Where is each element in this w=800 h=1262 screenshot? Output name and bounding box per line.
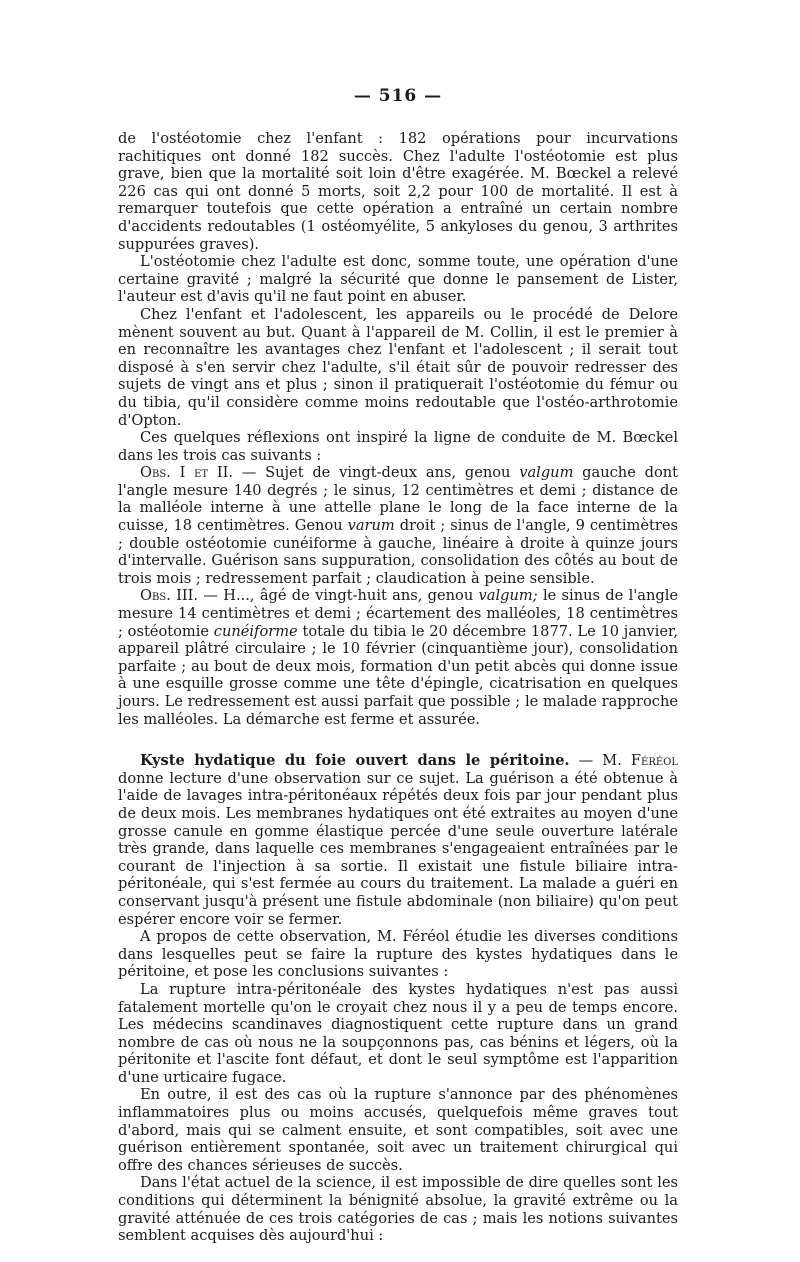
observation-text: le sinus de l'angle mesure 14 centimètres et demi ; écartement des malléoles, 18 centimètres ; ostéotomie bbox=[118, 587, 679, 640]
observation-italic: cunéiforme bbox=[213, 622, 298, 640]
section-heading: Kyste hydatique du foie ouvert dans le péritoine. bbox=[140, 752, 570, 770]
paragraph-3: Chez l'enfant et l'adolescent, les appareils ou le procédé de Delore mènent souvent au but. Quant à l'appareil de M. Collin, il est le premier à en reconnaître les avantages chez l'enfant et l'adolescent ; il serait tout disposé à s'en servir chez l'adulte, s'il était sûr de pouvoir redresser des sujets de vingt ans et plus ; sinon il pratiquerait l'ostéotomie du fémur ou du tibia, qu'il considère comme moins redoutable que l'ostéo-arthrotomie d'Opton. bbox=[118, 305, 678, 429]
section-spacer bbox=[118, 728, 678, 752]
observation-italic: varum bbox=[347, 517, 395, 535]
paragraph-1: de l'ostéotomie chez l'enfant : 182 opérations pour incurvations rachitiques ont donné 182 succès. Chez l'adulte l'ostéotomie est plus grave, bien que la mortalité soit loin d'être exagérée. M. Bœckel a relevé 226 cas qui ont donné 5 morts, soit 2,2 pour 100 de mortalité. Il est à remarquer toutefois que cette opération a entraîné un certain nombre d'accidents redoutables (1 ostéomyélite, 5 ankyloses du genou, 3 arthrites suppurées graves). bbox=[118, 130, 678, 253]
paragraph-6: La rupture intra-péritonéale des kystes hydatiques n'est pas aussi fatalement mortelle qu'on le croyait chez nous il y a peu de temps encore. Les médecins scandinaves diagnostiquent cette rupture dans un grand nombre de cas où nous ne la soupçonnons pas, cas bénins et légers, où la péritonite et l'ascite font défaut, et dont le seul symptôme est l'apparition d'une urticaire fugace. bbox=[118, 980, 678, 1086]
observation-text: — Sujet de vingt-deux ans, genou bbox=[233, 464, 520, 482]
section-paragraph: Kyste hydatique du foie ouvert dans le péritoine. — M. Féréol donne lecture d'une observation sur ce sujet. La guérison a été obtenue à l'aide de lavages intra-péritonéaux répétés deux fois par jour pendant plus de deux mois. Les membranes hydatiques ont été extraites au moyen d'une grosse canule en gomme élastique percée d'une seule ouverture latérale très grande, dans laquelle ces membranes s'engageaient entraînées par le courant de l'injection à sa sortie. Il existait une fistule biliaire intra-péritonéale, qui s'est fermée au cours du traitement. La malade a guéri en conservant jusqu'à présent une fistule abdominale (non biliaire) qu'on peut espérer encore voir se fermer. bbox=[118, 752, 678, 928]
observation-text: droit ; sinus de l'angle, 9 centimètres ; double ostéotomie cunéiforme à gauche, linéaire à droite à quinze jours d'intervalle. Guérison sans suppuration, consolidation des côtés au bout de trois mois ; redressement parfait ; claudication à peine sensible. bbox=[118, 517, 678, 587]
paragraph-7: En outre, il est des cas où la rupture s'annonce par des phénomènes inflammatoires plus ou moins accusés, quelquefois même graves tout d'abord, mais qui se calment ensuite, et sont compatibles, soit avec une guérison entièrement spontanée, soit avec un traitement chirurgical qui offre des chances sérieuses de succès. bbox=[118, 1086, 678, 1174]
observation-label: Obs. I et II. bbox=[140, 464, 234, 482]
observation-text: gauche dont l'angle mesure 140 degrés ; le sinus, 12 centimètres et demi ; distance de la malléole interne à une attelle plane le long de la face interne de la cuisse, 18 centimètres. Genou bbox=[118, 464, 678, 535]
page-number: — 516 — bbox=[353, 86, 443, 106]
observation-1-2 bbox=[118, 464, 678, 587]
observation-text: — H..., âgé de vingt-huit ans, genou bbox=[198, 587, 479, 605]
observation-label: Obs. III. bbox=[140, 587, 199, 605]
paragraph-5: A propos de cette observation, M. Féréol étudie les diverses conditions dans lesquelles peut se faire la rupture des kystes hydatiques dans le péritoine, et pose les conclusions suivantes : bbox=[118, 928, 678, 981]
observation-italic: valgum bbox=[519, 464, 574, 482]
paragraph-4: Ces quelques réflexions ont inspiré la ligne de conduite de M. Bœckel dans les trois cas suivants : bbox=[118, 429, 678, 464]
section-text: donne lecture d'une observation sur ce sujet. La guérison a été obtenue à l'aide de lavages intra-péritonéaux répétés deux fois par jour pendant plus de deux mois. Les membranes hydatiques ont été extraites au moyen d'une grosse canule en gomme élastique percée d'une seule ouverture latérale très grande, dans laquelle ces membranes s'engageaient entraînées par le courant de l'injection à sa sortie. Il existait une fistule biliaire intra-péritonéale, qui s'est fermée au cours du traitement. La malade a guéri en conservant jusqu'à présent une fistule abdominale (non biliaire) qu'on peut espérer encore voir se fermer. bbox=[118, 769, 678, 928]
section-author: M. Féréol bbox=[602, 752, 678, 770]
paragraph-8: Dans l'état actuel de la science, il est impossible de dire quelles sont les conditions qui déterminent la bénignité absolue, la gravité extrême ou la gravité atténuée de ces trois catégories de cas ; mais les notions suivantes semblent acquises dès aujourd'hui : bbox=[118, 1174, 678, 1245]
observation-3 bbox=[118, 587, 678, 728]
paragraph-2: L'ostéotomie chez l'adulte est donc, somme toute, une opération d'une certaine gravité ; malgré la sécurité que donne le pansement de Lister, l'auteur est d'avis qu'il ne faut point en abuser. bbox=[118, 253, 678, 306]
book-page bbox=[118, 82, 678, 1245]
observation-italic: valgum; bbox=[478, 587, 538, 605]
observation-text: totale du tibia le 20 décembre 1877. Le 10 janvier, appareil plâtré circulaire ; le 10 février (cinquantième jour), consolidation parfaite ; au bout de deux mois, formation d'un petit abcès qui donne issue à une esquille grosse comme une tête d'épingle, cicatrisation en quelques jours. Le redressement est aussi parfait que possible ; le malade rapproche les malléoles. La démarche est ferme et assurée. bbox=[118, 622, 678, 728]
